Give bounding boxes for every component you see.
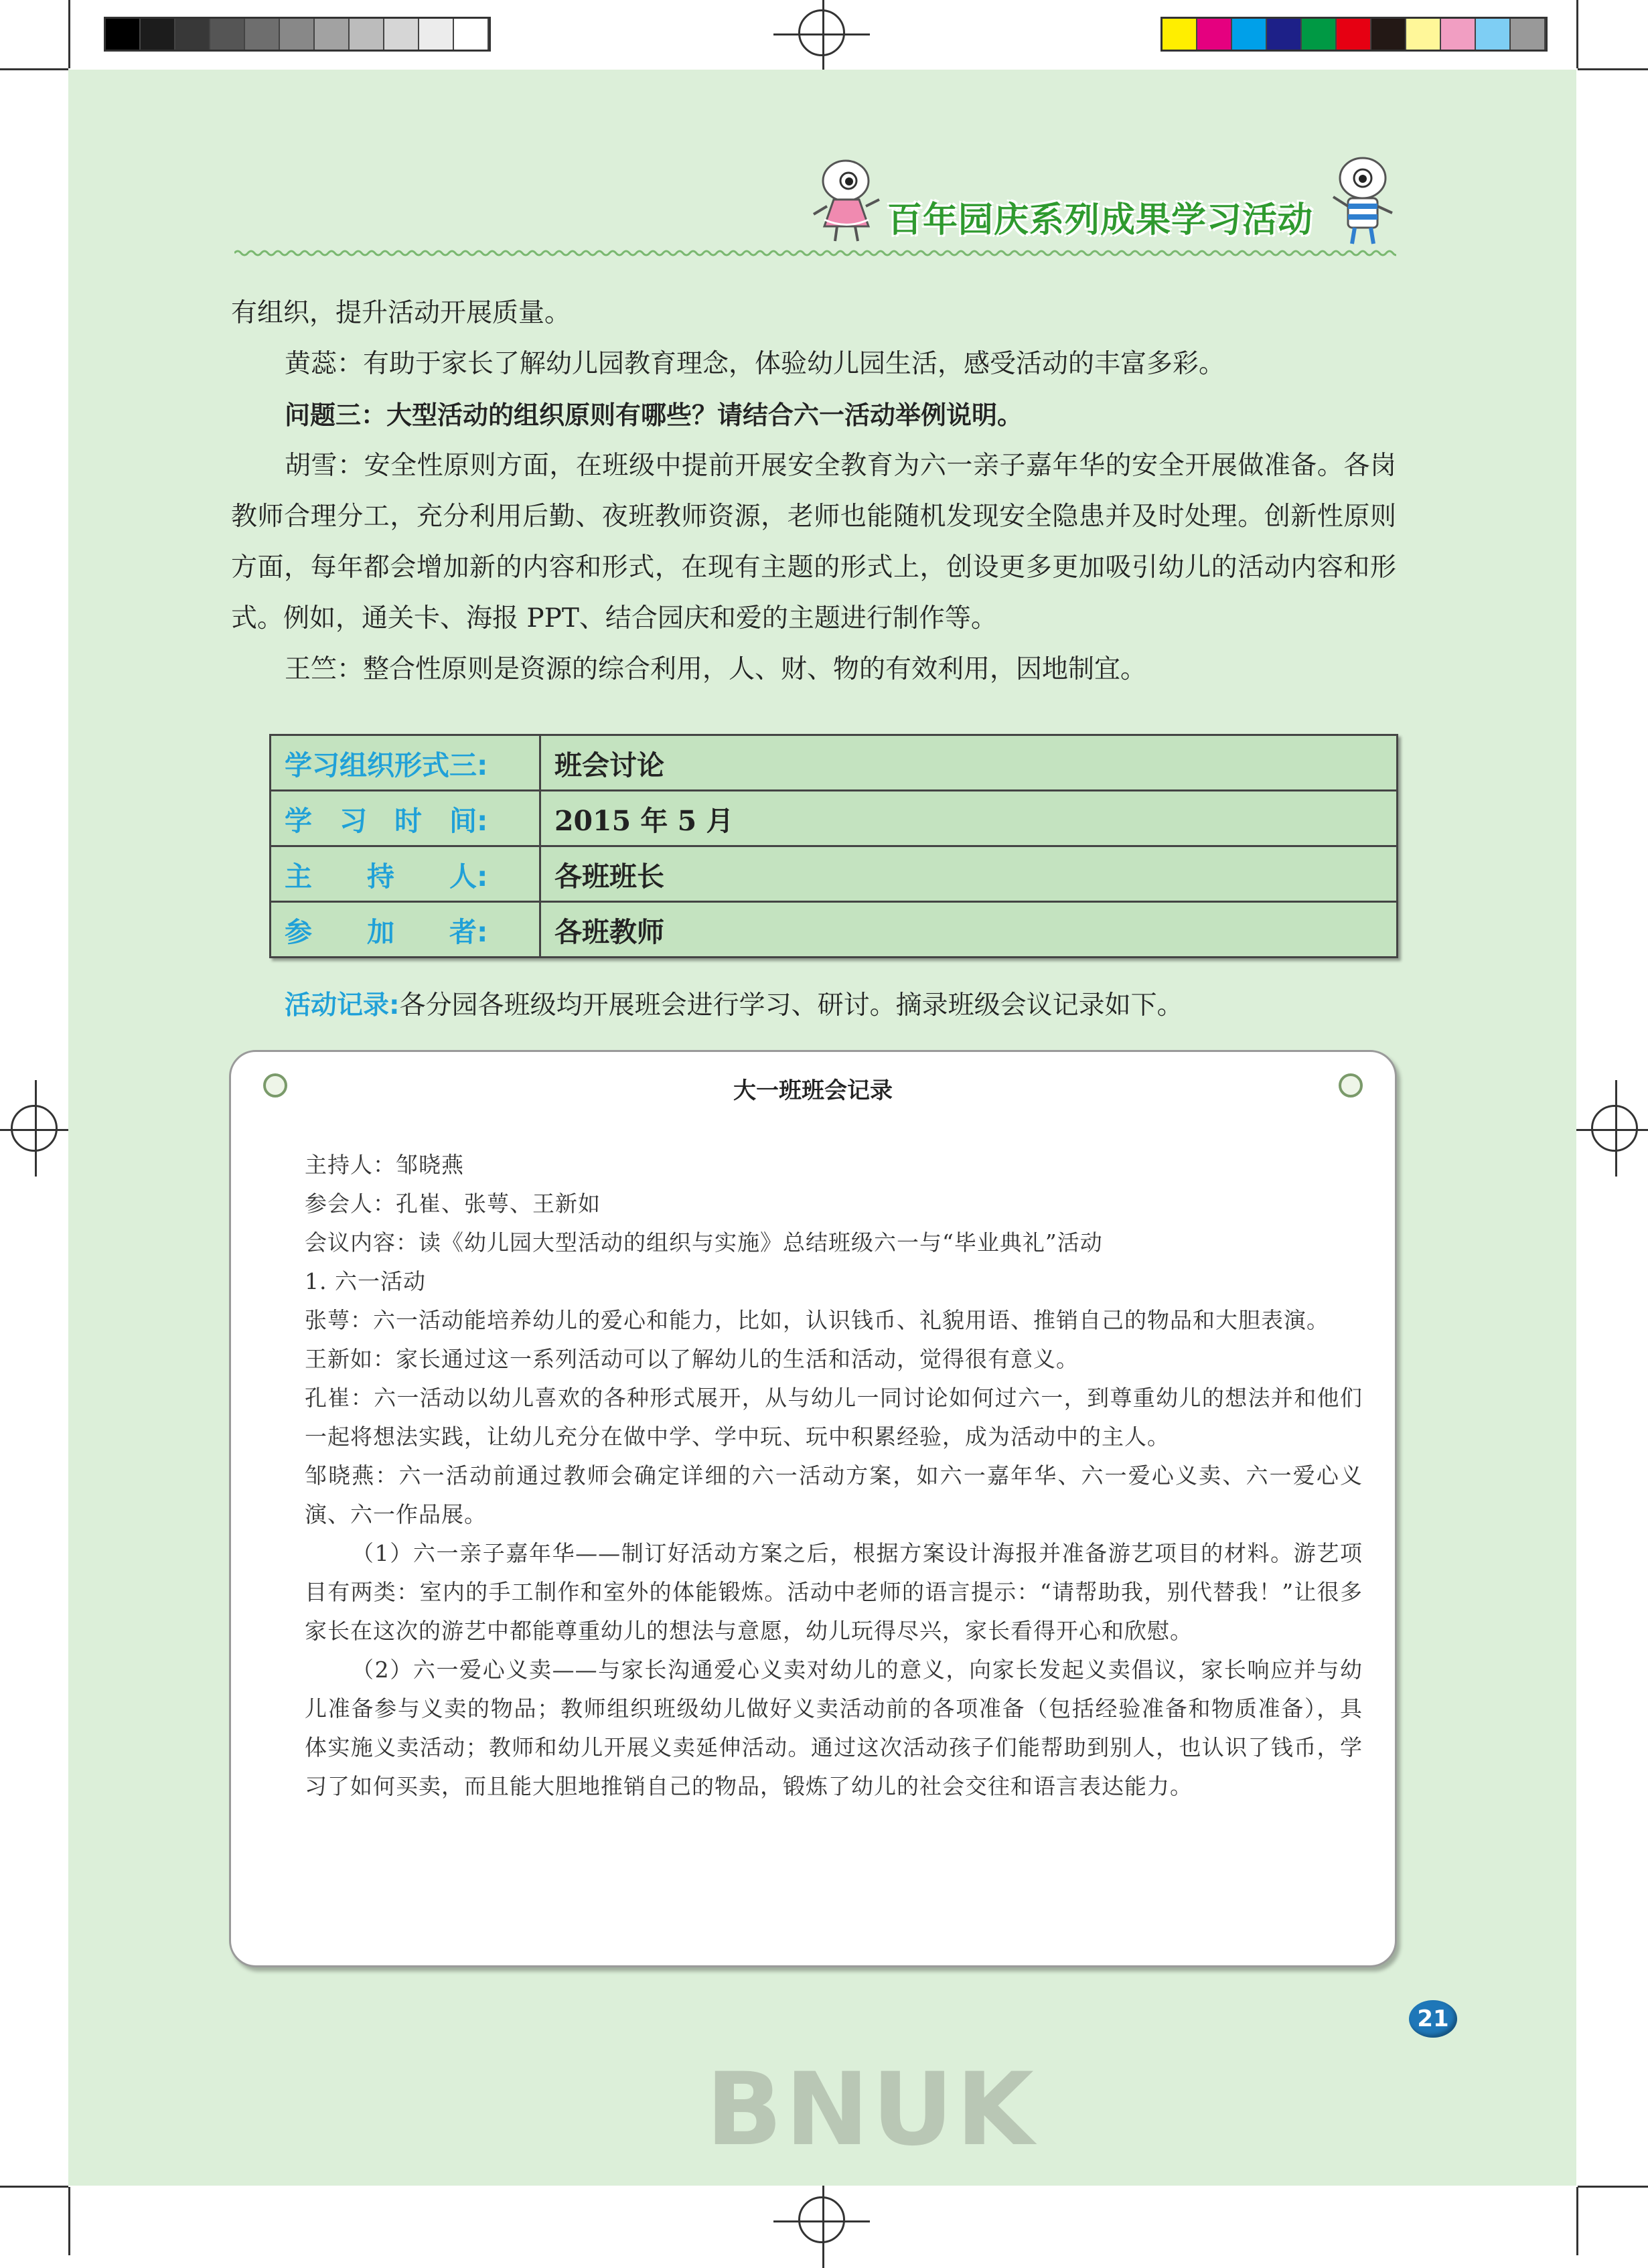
record-line: 参会人：孔崔、张萼、王新如 (305, 1191, 601, 1217)
color-swatch (1476, 19, 1511, 50)
question-heading: 问题三：大型活动的组织原则有哪些？请结合六一活动举例说明。 (285, 400, 1023, 430)
paragraph: 王竺：整合性原则是资源的综合利用，人、财、物的有效利用，因地制宜。 (285, 654, 1147, 684)
table-label: 主 持 人: (271, 846, 540, 902)
crop-mark (0, 2186, 68, 2188)
color-swatch (1511, 19, 1546, 50)
record-line: 主持人：邹晓燕 (305, 1152, 464, 1178)
paragraph: 胡雪：安全性原则方面，在班级中提前开展安全教育为六一亲子嘉年华的安全开展做准备。各岗教师合理分工，充分利用后勤、夜班教师资源，老师也能随机发现安全隐患并及时处理。创新性原则方面，每年都会增加新的内容和形式，在现有主题的形式上，创设更多更加吸引幼儿的活动内容和形式。例如，通关卡、海报 PPT、结合园庆和爱的主题进行制作等。 (231, 451, 1396, 633)
gray-color-bar (104, 17, 491, 52)
registration-mark-bottom (798, 2196, 845, 2243)
color-swatch (175, 19, 210, 50)
table-value: 各班教师 (540, 902, 1398, 958)
meeting-record-box (229, 1050, 1397, 1967)
registration-mark-right (1591, 1105, 1638, 1152)
table-row (271, 791, 1398, 846)
record-line: 王新如：家长通过这一系列活动可以了解幼儿的生活和活动，觉得很有意义。 (305, 1346, 1079, 1372)
table-value: 各班班长 (540, 846, 1398, 902)
body-paragraphs (231, 288, 1396, 695)
header-title: 百年园庆系列成果学习活动 (887, 200, 1314, 240)
color-swatch (1302, 19, 1337, 50)
record-line: 孔崔：六一活动以幼儿喜欢的各种形式展开，从与幼儿一同讨论如何过六一，到尊重幼儿的想法并和他们一起将想法实践，让幼儿充分在做中学、学中玩、玩中积累经验，成为活动中的主人。 (305, 1385, 1363, 1450)
color-swatch (210, 19, 245, 50)
color-swatch (1371, 19, 1406, 50)
color-swatch (141, 19, 175, 50)
color-swatch (280, 19, 315, 50)
process-color-bar (1160, 17, 1548, 52)
color-swatch (106, 19, 141, 50)
record-line: 会议内容：读《幼儿园大型活动的组织与实施》总结班级六一与“毕业典礼”活动 (305, 1229, 1103, 1256)
color-swatch (1337, 19, 1371, 50)
crop-mark (1576, 0, 1578, 68)
paragraph: 有组织，提升活动开展质量。 (231, 298, 571, 328)
table-row (271, 846, 1398, 902)
crop-mark (1576, 2187, 1578, 2255)
color-swatch (384, 19, 419, 50)
watermark: BNUK (706, 2052, 1037, 2168)
registration-mark-top (798, 9, 845, 56)
wavy-divider (234, 248, 1396, 258)
table-value: 2015 年 5 月 (540, 791, 1398, 846)
table-value: 班会讨论 (540, 735, 1398, 791)
color-swatch (1267, 19, 1302, 50)
mascot-boy-icon (1323, 150, 1403, 250)
record-line: （1）六一亲子嘉年华——制订好活动方案之后，根据方案设计海报并准备游艺项目的材料。游艺项目有两类：室内的手工制作和室外的体能锻炼。活动中老师的语言提示：“请帮助我，别代替我！”让很多家长在这次的游艺中都能尊重幼儿的想法与意愿，幼儿玩得尽兴，家长看得开心和欣慰。 (305, 1540, 1363, 1644)
table-label: 学 习 时 间: (271, 791, 540, 846)
study-info-table (269, 734, 1398, 958)
registration-mark-left (11, 1105, 58, 1152)
paragraph: 黄蕊：有助于家长了解幼儿园教育理念，体验幼儿园生活，感受活动的丰富多彩。 (285, 349, 1225, 379)
table-label: 参 加 者: (271, 902, 540, 958)
meeting-record-text (305, 1146, 1363, 1806)
meeting-record-title: 大一班班会记录 (733, 1077, 893, 1104)
activity-text: 各分园各班级均开展班会进行学习、研讨。摘录班级会议记录如下。 (399, 990, 1183, 1020)
table-label: 学习组织形式三: (271, 735, 540, 791)
color-swatch (454, 19, 489, 50)
color-swatch (1163, 19, 1197, 50)
page-number: 21 (1409, 2000, 1457, 2038)
record-line: 1. 六一活动 (305, 1268, 426, 1294)
crop-mark (68, 2187, 70, 2255)
activity-label: 活动记录: (285, 990, 400, 1020)
record-line: 邹晓燕：六一活动前通过教师会确定详细的六一活动方案，如六一嘉年华、六一爱心义卖、六一爱心义演、六一作品展。 (305, 1462, 1363, 1527)
color-swatch (1197, 19, 1232, 50)
color-swatch (350, 19, 384, 50)
color-swatch (419, 19, 454, 50)
table-row (271, 735, 1398, 791)
record-line: （2）六一爱心义卖——与家长沟通爱心义卖对幼儿的意义，向家长发起义卖倡议，家长响应并与幼儿准备参与义卖的物品；教师组织班级幼儿做好义卖活动前的各项准备（包括经验准备和物质准备），具体实施义卖活动；教师和幼儿开展义卖延伸活动。通过这次活动孩子们能帮助到别人，也认识了钱币，学习了如何买卖，而且能大胆地推销自己的物品，锻炼了幼儿的社会交往和语言表达能力。 (305, 1657, 1363, 1799)
crop-mark (1578, 68, 1648, 70)
crop-mark (68, 0, 70, 68)
mascot-girl-icon (807, 153, 887, 246)
activity-record (285, 984, 1183, 1022)
color-swatch (1441, 19, 1476, 50)
crop-mark (1578, 2186, 1648, 2188)
crop-mark (0, 68, 68, 70)
color-swatch (245, 19, 280, 50)
table-row (271, 902, 1398, 958)
color-swatch (1232, 19, 1267, 50)
color-swatch (1406, 19, 1441, 50)
color-swatch (315, 19, 350, 50)
record-line: 张萼：六一活动能培养幼儿的爱心和能力，比如，认识钱币、礼貌用语、推销自己的物品和大胆表演。 (305, 1307, 1329, 1333)
